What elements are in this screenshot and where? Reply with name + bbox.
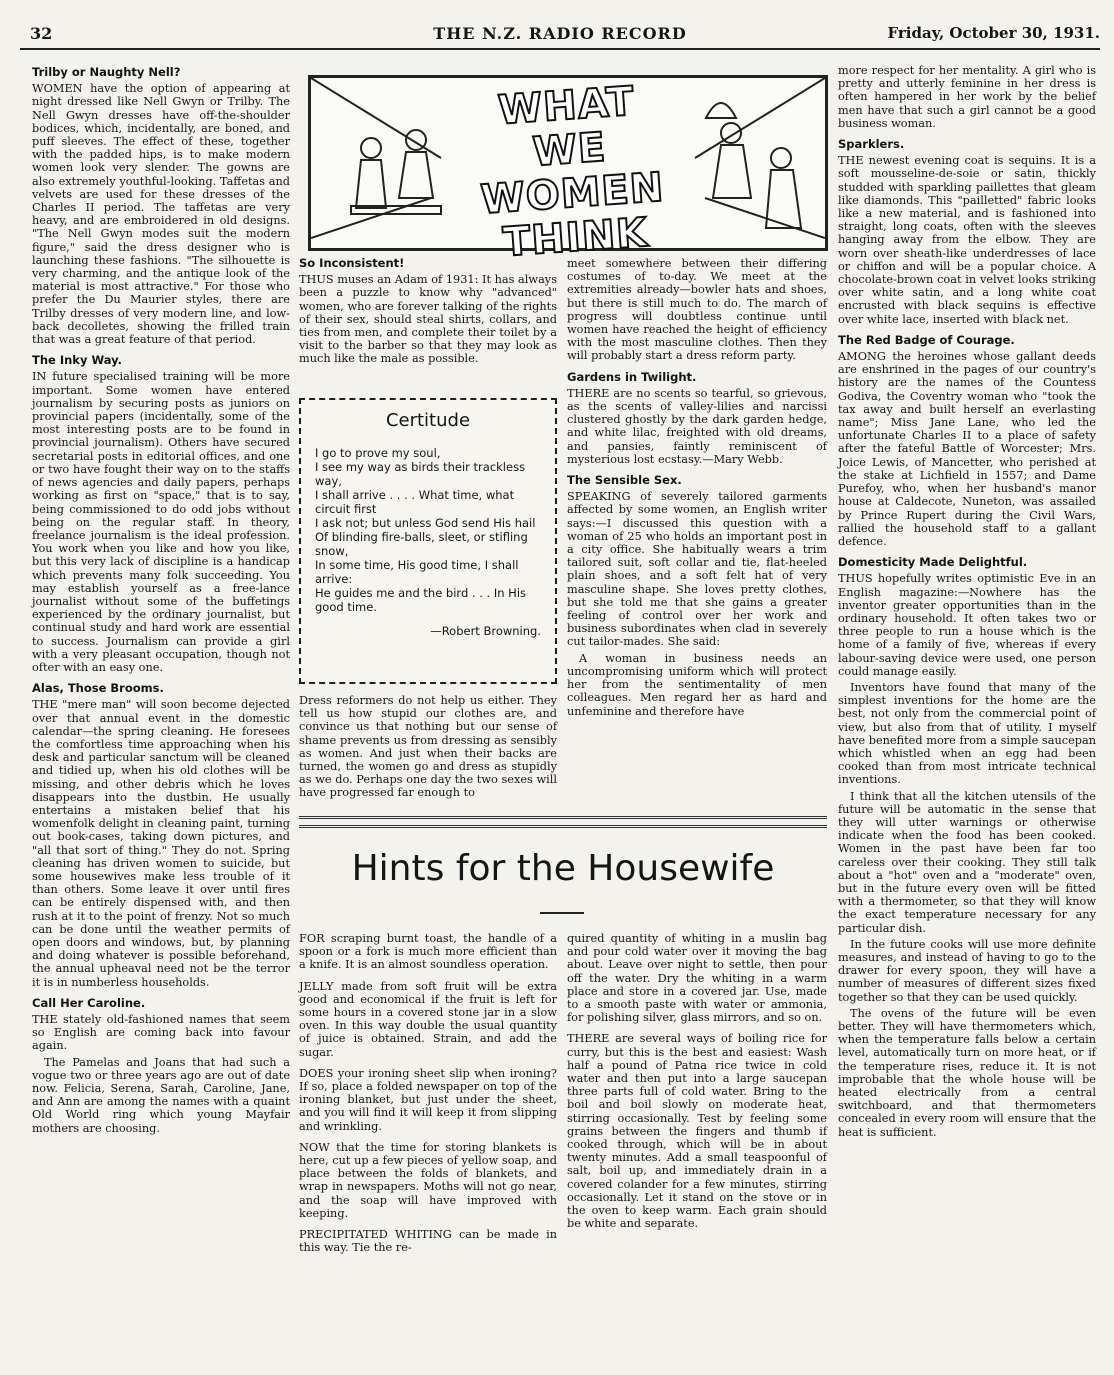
column-2-top [299, 257, 557, 369]
article-paragraph: The Pamelas and Joans that had such a vogue two or three years ago are out of date now. Felicia, Serena, Sarah, Caroline, Jane, and Ann are among the names with a quaint Old World ring which young Mayfair mothers are choosing. [32, 1055, 290, 1135]
article-paragraph: THE "mere man" will soon become dejected over that annual event in the domestic calendar—the spring cleaning. He foresees the comfortless time approaching when his desk and particular sanctum will be cleaned and tidied up, when his old clothes will be missing, and other debris which he loves disappears into the dustbin. He usually entertains a mistaken belief that his womenfolk delight in cleaning paint, turning out book-cases, taking down pictures, and "all that sort of thing." They do not. Spring cleaning has driven women to suicide, but some housewives make less trouble of it than others. Some leave it over until fires can be entirely dispensed with, and then rush at it to the point of frenzy. Not so much can be done until the weather permits of open doors and windows, but, by planning and doing whatever is possible beforehand, the annual upheaval need not be the terror it is in numberless households. [32, 698, 290, 989]
poem-line: I go to prove my soul, [315, 446, 441, 460]
hint-paragraph: DOES your ironing sheet slip when ironing? If so, place a folded newspaper on top of the ironing blanket, but just under the sheet, and you will find it will keep it from slipping and wrinkling. [299, 1066, 557, 1133]
hint-paragraph: THERE are several ways of boiling rice for curry, but this is the best and easiest: Wash half a pound of Patna rice twice in cold water and then put into a large saucepan three parts full of cold water. Bring to the boil and boil slowly on moderate heat, stirring occasionally. Test by feeling some grains between the fingers and thumb if cooked through, which will be in about twenty minutes. Add a small teaspoonful of salt, boil up, and immediately drain in a covered colander for a few minutes, stirring occasionally. Let it stand on the stove or in the oven to keep warm. Each grain should be white and separate. [567, 1032, 827, 1231]
article-paragraph: I think that all the kitchen utensils of the future will be automatic in the sense that they will utter warnings or otherwise indicate when the food has been cooked. Women in the past have been far too careless over their cooking. They still talk about a "hot" oven and a "moderate" oven, but in the future every oven will be fitted with a thermometer, so that they will know the exact temperature necessary for any particular dish. [838, 789, 1096, 935]
article-paragraph: THERE are no scents so tearful, so grievous, as the scents of valley-lilies and narcissi clustered ghostly by the dark garden hedge, and white lilac, freighted with old dreams, and pansies, faintly reminiscent of mysterious lost ecstasy.—Mary Webb. [567, 386, 827, 466]
article-heading: Domesticity Made Delightful. [838, 555, 1028, 570]
article-heading: So Inconsistent! [299, 256, 405, 270]
article-paragraph: WOMEN have the option of appearing at night dressed like Nell Gwyn or Trilby. The Nell Gwyn dresses have off-the-shoulder bodices, which, incidentally, are boned, and puff sleeves. The effect of these, together with the padded hips, is to make modern women look very slender. The gowns are also extremely youthful-looking. Taffetas and velvets are used for these dresses of the Charles II period. The taffetas are very heavy, and are embroidered in old designs. "The Nell Gwyn modes suit the modern figure," said the dress designer who is launching these fashions. "The silhouette is very charming, and the antique look of the material is most attractive." For those who prefer the Du Maurier styles, there are Trilby dresses of very modern line, and low-back decolletes, showing the frilled train that was a great feature of that period. [32, 82, 290, 347]
hints-column-right [567, 932, 827, 1233]
article-heading: The Inky Way. [32, 353, 122, 368]
poem-title: Certitude [385, 410, 471, 431]
article-paragraph: Inventors have found that many of the simplest inventions for the home are the best, not only from the commercial point of view, but also from that of utility. I myself have benefited more from a simple saucepan which whistled when an egg had been cooked than from most intricate technical inventions. [838, 680, 1096, 787]
article-paragraph: AMONG the heroines whose gallant deeds are enshrined in the pages of our country's history are the names of the Countess Godiva, the Coventry woman who "took the tax away and built herself an everlasting name"; Miss Jane Lane, who led the unfortunate Charles II to a place of safety after the fateful Battle of Worcester; Mrs. Joice Lewis, of Mancetter, who perished at the stake at Lichfield in 1557; and Dame Purefoy, who, when her husband's manor house at Caldecote, Nuneton, was assailed by Prince Rupert during the Civil Wars, rallied the household staff to a gallant defence. [838, 350, 1096, 548]
article-paragraph: A woman in business needs an uncompromising uniform which will protect her from the sentimentality of men colleagues. Men regard her as hard and unfeminine and therefore have [567, 651, 827, 718]
hint-paragraph: PRECIPITATED WHITING can be made in this way. Tie the re- [299, 1228, 557, 1255]
poem-line: In some time, His good time, I shall arrive: [315, 558, 519, 586]
article-paragraph: THUS muses an Adam of 1931: It has always been a puzzle to know why "advanced" women, who are forever talking of the rights of their sex, should steal shirts, collars, and ties from men, and complete their toilet by a visit to the barber so that they may look as much like the male as possible. [299, 273, 557, 366]
article-heading: Sparklers. [838, 137, 905, 152]
article-paragraph: more respect for her mentality. A girl who is pretty and utterly feminine in her dress is often hampered in her work by the belief men have that such a girl cannot be a good business woman. [838, 64, 1096, 130]
article-paragraph: meet somewhere between their differing costumes of to-day. We meet at the extremities already—bowler hats and shoes, but there is still much to do. The march of progress will doubtless continue until women have reached the height of efficiency with the most masculine clothes. Then they will probably start a dress reform party. [567, 257, 827, 363]
column-1 [32, 66, 290, 1366]
banner-title: WHAT WE WOMEN THINK [479, 78, 666, 266]
column-2-bottom [299, 694, 557, 803]
page-number: 32 [30, 24, 53, 43]
issue-date: Friday, October 30, 1931. [887, 24, 1100, 42]
article-paragraph: Dress reformers do not help us either. They tell us how stupid our clothes are, and convince us that nothing but our sense of shame prevents us from dressing as sensibly as women. And just when their backs are turned, the women go and dress as stupidly as we do. Perhaps one day the two sexes will have progressed far enough to [299, 694, 557, 800]
article-heading: The Red Badge of Courage. [838, 332, 1015, 347]
poem-line: Of blinding fire-balls, sleet, or stifling snow, [315, 530, 528, 558]
poem-author: —Robert Browning. [430, 624, 541, 638]
article-paragraph: SPEAKING of severely tailored garments affected by some women, an English writer says:—I discussed this question with a woman of 25 who holds an important post in a city office. She habitually wears a trim tailored suit, soft collar and tie, flat-heeled plain shoes, and a soft felt hat of very masculine shape. She loves pretty clothes, but she told me that she gains a greater feeling of control over her work and business subordinates when clad in severely cut tailor-mades. She said: [567, 490, 827, 649]
article-paragraph: THE stately old-fashioned names that seem so English are coming back into favour again. [32, 1013, 290, 1053]
article-heading: Alas, Those Brooms. [32, 681, 164, 696]
masthead: THE N.Z. RADIO RECORD [433, 24, 687, 43]
section-separator [299, 816, 827, 828]
article-paragraph: In the future cooks will use more definite measures, and instead of having to go to the drawer for every spoon, they will have a number of measures of different sizes fixed together so that they can be used quickly. [838, 937, 1096, 1004]
article-paragraph: THE newest evening coat is sequins. It is a soft mousseline-de-soie or satin, thickly studded with sparkling paillettes that gleam like diamonds. This "pailletted" fabric looks like a new material, and is fashioned into straight, long coats, often with the sleeves hanging away from the elbow. They are worn over sheath-like underdresses of lace or chiffon and will be a popular choice. A chocolate-brown coat in velvet looks striking over white satin, and a long white coat encrusted with black sequins is effective over white lace, inserted with black net. [838, 154, 1096, 326]
poem-line: I see my way as birds their trackless way, [315, 460, 526, 488]
hint-paragraph: quired quantity of whiting in a muslin bag and pour cold water over it moving the bag about. Leave over night to settle, then pour off the water. Dry the whiting in a warm place and store in a covered jar. Use, made to a smooth paste with water or ammonia, for polishing silver, glass mirrors, and so on. [567, 932, 827, 1025]
hints-column-left [299, 932, 557, 1257]
article-heading: Call Her Caroline. [32, 995, 146, 1010]
hints-title: Hints for the Housewife [351, 848, 775, 889]
poem-line: He guides me and the bird . . . In His good time. [315, 586, 527, 614]
column-3 [567, 257, 827, 721]
title-rule [540, 912, 584, 914]
article-heading: The Sensible Sex. [567, 473, 682, 488]
poem-line: I shall arrive . . . . What time, what circuit first [315, 488, 515, 516]
article-heading: Trilby or Naughty Nell? [32, 65, 181, 79]
poem-box [299, 398, 557, 684]
page-header [20, 20, 1100, 50]
hint-paragraph: NOW that the time for storing blankets is here, cut up a few pieces of yellow soap, and place between the folds of blankets, and wrap in newspapers. Moths will not go near, and the soap will have improved with keeping. [299, 1140, 557, 1220]
article-heading: Gardens in Twilight. [567, 369, 697, 384]
article-paragraph: IN future specialised training will be more important. Some women have entered journalism by securing posts as juniors on provincial papers (incidentally, some of the most interesting posts are to be found in provincial journalism). Others have secured secretarial posts in editorial offices, and one or two have fought their way on to the staffs of news agencies and daily papers, perhaps working as first on "space," that is to say, being commissioned to do odd jobs without being on the regular staff. In theory, freelance journalism is the ideal profession. You work when you like and how you like, but this very lack of discipline is a handicap which prevents many folk succeeding. You may establish yourself as a free-lance journalist without some of the buffetings experienced by the ordinary journalist, but continual study and hard work are essential to success. Journalism can provide a girl with a very pleasant occupation, though not ofter with an easy one. [32, 370, 290, 674]
hint-paragraph: JELLY made from soft fruit will be extra good and economical if the fruit is left for some hours in a covered stone jar in a slow oven. In this way double the usual quantity of juice is obtained. Strain, and add the sugar. [299, 979, 557, 1059]
hint-paragraph: FOR scraping burnt toast, the handle of a spoon or a fork is much more efficient than a knife. It is an almost soundless operation. [299, 932, 557, 972]
article-paragraph: The ovens of the future will be even better. They will have thermometers which, when the temperature falls below a certain level, automatically turn on more heat, or if the temperature rises, reduce it. It is not improbable that the whole house will be heated electrically from a central switchboard, and that thermometers concealed in every room will ensure that the heat is sufficient. [838, 1006, 1096, 1139]
column-4 [838, 64, 1096, 1369]
poem-line: I ask not; but unless God send His hail [315, 516, 536, 530]
article-paragraph: THUS hopefully writes optimistic Eve in an English magazine:—Nowhere has the inventor greater opportunities than in the ordinary household. It often takes two or three people to run a house which is the home of a family of five, whereas if every labour-saving device were used, one person could manage easily. [838, 572, 1096, 678]
